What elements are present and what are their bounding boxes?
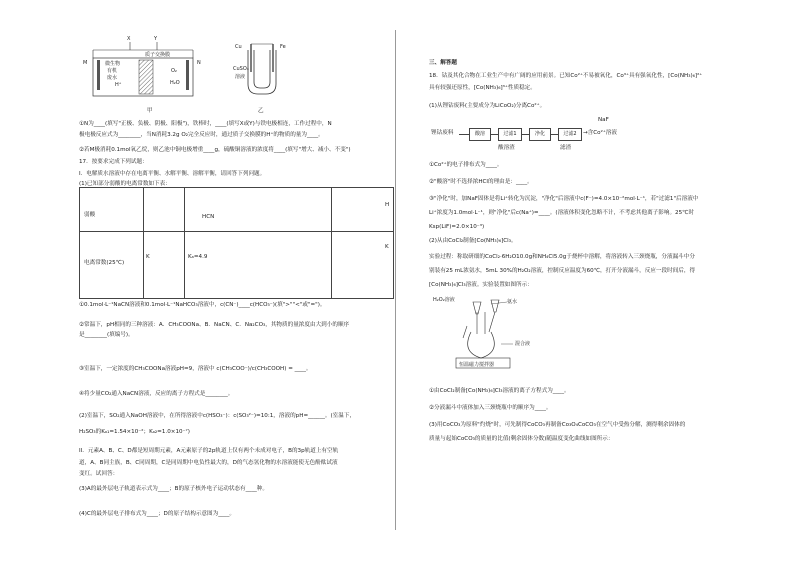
- flow-naf-label: NaF: [598, 117, 609, 123]
- table-col-divider: [80, 188, 144, 298]
- label-solution: 溶液: [235, 74, 246, 80]
- label-cu: Cu: [235, 44, 242, 50]
- flow-below-2: 滤渣: [560, 145, 572, 151]
- text-line: [Co(NH₃)₆]Cl₃溶液。实验装置如图所示：: [429, 282, 533, 288]
- label-o2: O₂: [171, 68, 177, 74]
- label-membrane: 质子交换膜: [145, 52, 171, 58]
- label-hplus: H⁺: [115, 82, 122, 88]
- flow-step-purify: 净化: [529, 128, 551, 141]
- text-line: ④将少量CO₂通入NaCN溶液，反应的离子方程式是________。: [79, 391, 234, 397]
- label-bio3: 废水: [107, 75, 118, 81]
- text-line: ②"酸溶"时不选择浓HCl的理由是：____。: [429, 179, 533, 185]
- flow-arrow: [490, 134, 498, 135]
- text-line: 实验过程：称取研细的CoCl₂·6H₂O10.0g和NH₄Cl5.0g于烧杯中溶解，将溶液转入三颈烧瓶，分液漏斗中分: [429, 254, 695, 260]
- text-line: 具有较强还原性，[Co(NH₃)₆]³⁺性质稳定。: [429, 85, 536, 91]
- question-17: 17．按要求完成下列试题：: [79, 159, 148, 165]
- text-line: Li⁺浓度为1.0mol·L⁻¹，则"净化"后c(Na⁺)=____。(溶液体积变化忽略不计，不考虑其他离子影响。25℃时: [429, 210, 695, 216]
- text-line: ②分液漏斗中液体加入三颈烧瓶中的顺序为____。: [429, 405, 552, 411]
- text-line: ①N为____(填写"正极、负极、阴极、阳极")，铁棒时，____(填写X或Y)与铁电极相连，工作过程中，N: [79, 121, 332, 127]
- figure-caption-yi: 乙: [258, 108, 264, 114]
- text-line: ②常温下，pH相同的三种溶液：A．CH₃COONa、B．NaCN、C．Na₂CO₃，其物质的量浓度由大到小的顺序: [79, 322, 350, 328]
- section-heading: 三、解答题: [429, 60, 457, 66]
- apparatus-label-h2o2: H₂O₂溶液: [433, 297, 455, 303]
- flow-arrow: [521, 134, 529, 135]
- text-line: Ksp(LiF)=2.0×10⁻³): [429, 224, 485, 230]
- table-cell-k2: Kₐ=4.9: [188, 254, 208, 260]
- flow-start: 锂钴废料: [431, 130, 454, 136]
- apparatus-label-mixture: 混合液: [515, 341, 531, 347]
- ionization-constant-table: [79, 187, 394, 299]
- flow-arrow: [550, 134, 558, 135]
- figure-caption-jia: 甲: [147, 108, 153, 114]
- text-line: ③室温下，一定浓度的CH₃COONa溶液pH=9，溶液中 c(CH₃COO⁻)/c(CH₃COOH) = ____。: [79, 366, 312, 372]
- table-row-label: 电离常数(25℃): [84, 260, 125, 266]
- flow-end: →含Co²⁺溶液: [583, 130, 617, 136]
- label-h2o: H₂O: [170, 80, 180, 86]
- text-line: 变红。试回答：: [79, 471, 119, 477]
- label-bio2: 有机: [107, 68, 118, 74]
- text-line: ③"净化"时，加NaF固体是将Li⁺转化为沉淀，"净化"后溶液中c(F⁻)=4.0×10⁻²mol·L⁻¹，若"过滤1"后溶液中: [429, 196, 699, 202]
- flow-arrow: [459, 134, 469, 135]
- table-header-acid: 弱酸: [84, 212, 96, 218]
- label-n: N: [197, 60, 201, 66]
- text-line: II．元素A、B、C、D都是短周期元素，A元素原子的2p轨道上仅有两个未成对电子，B的3p轨道上有空轨: [79, 448, 339, 454]
- apparatus-label-stirrer: 恒温磁力搅拌器: [459, 362, 495, 368]
- text-line: (3)用CoCO₃为原料"灼烧"时，可先制得CoCO₃再制备Co₃O₄CoCO₃在空气中受热分解，测得剩余固体的: [429, 422, 686, 428]
- text-line: (3)A的最外层电子轨道表示式为____；B的原子核外电子运动状态有____种。: [79, 486, 268, 492]
- text-line: ①Co²⁺的电子排布式为____。: [429, 162, 503, 168]
- right-page: [397, 0, 794, 562]
- label-fe: Fe: [280, 44, 286, 50]
- flow-step-filter1: 过滤1: [498, 128, 522, 141]
- text-line: (2)从由CoCl₂制备[Co(NH₃)₆]Cl₃。: [429, 238, 517, 244]
- text-line: H₂SO₃的Kₐ₁=1.54×10⁻²；Kₐ₂=1.0×10⁻⁷): [79, 429, 190, 435]
- u-tube-diagram: [230, 42, 290, 102]
- text-line: ①由CoCl₂制备[Co(NH₃)₆]Cl₃溶液的离子方程式为____。: [429, 388, 570, 394]
- galvanic-cell-diagram: [75, 40, 210, 100]
- flow-step-acid: 酸溶: [469, 128, 491, 141]
- text-line: (1)从锂钴废料(主要成分为LiCoO₂)分离Co²⁺。: [429, 103, 546, 109]
- label-cuso4: CuSO₄: [233, 66, 249, 72]
- table-cell-k3: K: [385, 244, 389, 250]
- text-line: (4)C的最外层电子排布式为____；D的原子结构示意图为____。: [79, 511, 235, 517]
- table-col-divider: [331, 188, 332, 298]
- text-line: 道，A、B同主族，B、C同周期，C是同周期中电负性最大的，D的气态氢化物的水溶液能使无色酚酞试液: [79, 460, 338, 466]
- label-m: M: [83, 60, 88, 66]
- text-line: (2)室温下，SO₂通入NaOH溶液中，在所得溶液中c(HSO₃⁻)：c(SO₃²⁻)=10:1，溶液的pH=______。(室温下，: [79, 413, 356, 419]
- table-header-h: H: [385, 202, 390, 208]
- text-line: 质量与起始CoCO₃的质量的比值(剩余固体分数)随温度变化曲线如图所示：: [429, 436, 614, 442]
- flow-below-1: 酸溶渣: [498, 145, 515, 151]
- flow-step-filter2: 过滤2: [558, 128, 582, 141]
- apparatus-diagram: [431, 292, 541, 372]
- text-line: ①0.1mol·L⁻¹NaCN溶液和0.1mol·L⁻¹NaHCO₃溶液中，c(CN⁻)____c(HCO₃⁻)(填">""<"或"=")。: [79, 302, 326, 308]
- text-line: 别装有25 mL浓氨水，5mL 30%的H₂O₂溶液，控制反应温度为60℃，打开分液漏斗，反应一段时间后，得: [429, 268, 696, 274]
- table-header-hcn: HCN: [202, 214, 215, 220]
- apparatus-label-ammonia: 氨水: [507, 299, 518, 305]
- galvanic-cell-figure: [75, 36, 210, 100]
- text-line: I．电解质水溶液中存在电离平衡、水解平衡、溶解平衡，请回答下列问题。: [79, 171, 266, 177]
- table-col-divider: [184, 188, 185, 298]
- label-y: Y: [154, 36, 158, 42]
- apparatus-figure: [431, 292, 541, 372]
- label-bio1: 微生物: [105, 61, 121, 67]
- text-line: ②若M极消耗0.1mol氧乙烷，则乙池中铜电极增重____g，硫酸铜溶液的浓度将____(填写"增大、减小、不变"): [79, 147, 351, 153]
- text-line: 是________(填编号)。: [79, 332, 134, 338]
- u-tube-figure: [230, 42, 290, 102]
- table-cell-k1: K: [146, 254, 150, 260]
- question-18: 18．钴及其化合物在工业生产中有广阔的应用前景。已知Co²⁺不易被氧化，Co³⁺具有强氧化性，[Co(NH₃)₆]²⁺: [429, 73, 703, 79]
- text-line: (1)已知部分弱酸的电离常数如下表：: [79, 181, 171, 187]
- label-x: X: [127, 36, 131, 42]
- text-line: 极电极反应式为________，当N消耗3.2g O₂完全反应时，通过质子交换膜的H⁺的物质的量为____。: [79, 132, 324, 138]
